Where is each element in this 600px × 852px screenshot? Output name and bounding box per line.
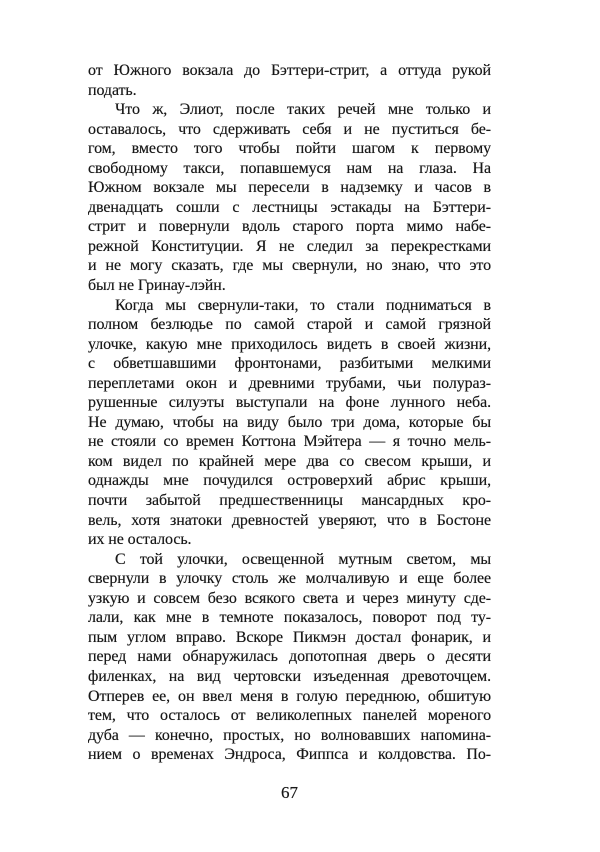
text-line: полном безлюдье по самой старой и самой грязной (88, 316, 491, 334)
text-line: стрит и повернули вдоль старого порта мимо набе- (88, 218, 491, 236)
text-line: и не могу сказать, где мы свернули, но знаю, что это (88, 257, 491, 275)
text-line: узкую и совсем безо всякого света и через минуту сде- (88, 589, 491, 607)
text-line: оставалось, что сдерживать себя и не пуститься бе- (88, 120, 491, 138)
text-line: С той улочки, освещенной мутным светом, мы (115, 550, 491, 568)
text-line: пым углом вправо. Вскоре Пикмэн достал фонарик, и (88, 628, 491, 646)
text-line: Отперев ее, он ввел меня в голую переднюю, обшитую (88, 687, 491, 705)
text-line: свернули в улочку столь же молчаливую и еще более (88, 570, 491, 588)
text-line: подать. (88, 81, 137, 99)
text-line: лали, как мне в темноте показалось, поворот под ту- (88, 609, 491, 627)
page-number: 67 (281, 783, 298, 802)
text-line: перед нами обнаружилась допотопная дверь о десяти (88, 648, 491, 666)
text-line: дуба — конечно, простых, но волновавших напомина- (88, 726, 491, 744)
text-line: от Южного вокзала до Бэттери-стрит, а оттуда рукой (88, 62, 491, 79)
text-line: переплетами окон и древними трубами, чьи полураз- (88, 374, 491, 392)
text-line: Что ж, Элиот, после таких речей мне только и (115, 101, 491, 119)
text-line: тем, что осталось от великолепных панелей мореного (88, 707, 491, 725)
page-text-block (88, 61, 491, 765)
text-line: Южном вокзале мы пересели в надземку и часов в (88, 179, 491, 197)
text-line: их не осталось. (88, 531, 192, 549)
text-line: не стояли со времен Коттона Мэйтера — я точно мель- (88, 433, 491, 451)
text-line: нием о временах Эндроса, Фиппса и колдовства. По- (88, 746, 491, 764)
text-line: с обветшавшими фронтонами, разбитыми мелкими (88, 355, 491, 373)
text-line: однажды мне почудился островерхий абрис крыши, (88, 472, 491, 490)
text-line: ком видел по крайней мере два со свесом крыши, и (88, 452, 491, 470)
text-line: свободному такси, попавшемуся нам на глаза. На (88, 159, 491, 177)
text-line: двенадцать сошли с лестницы эстакады на Бэттери- (88, 198, 491, 216)
text-line: был не Гринау-лэйн. (88, 277, 226, 295)
text-line: филенках, на вид чертовски изъеденная древоточцем. (88, 667, 491, 685)
text-line: улочке, какую мне приходилось видеть в своей жизни, (88, 335, 491, 353)
text-line: почти забытой предшественницы мансардных кро- (88, 492, 491, 510)
text-line: Не думаю, чтобы на виду было три дома, которые бы (88, 413, 491, 431)
text-line: Когда мы свернули-таки, то стали подниматься в (115, 296, 491, 314)
text-line: рушенные силуэты выступали на фоне лунного неба. (88, 394, 491, 412)
text-line: вель, хотя знатоки древностей уверяют, что в Бостоне (88, 511, 491, 529)
text-line: гом, вместо того чтобы пойти шагом к первому (88, 140, 491, 158)
text-line: режной Конституции. Я не следил за перекрестками (88, 237, 491, 255)
